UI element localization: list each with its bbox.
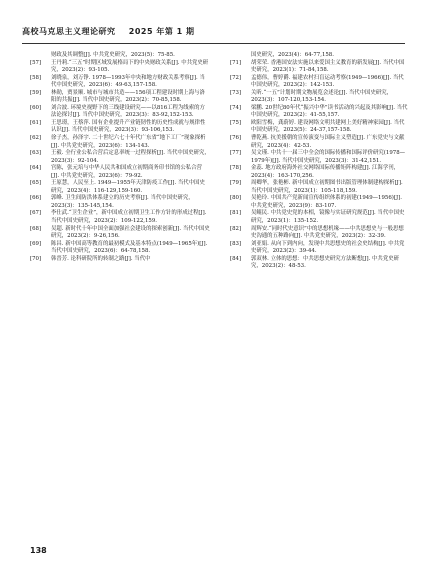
- header-rule: [22, 43, 405, 44]
- reference-entry: [230, 195, 408, 210]
- reference-number: [80]: [230, 195, 242, 202]
- reference-number: [65]: [30, 180, 42, 187]
- reference-text: 吴文瑾. 中共十一届三中全会的国际传播和国际评价研究(1978—1979年)[J]. 当代中国史研究，2023(3)：31-42,151.: [251, 150, 406, 164]
- reference-text: 金蕊. 地方政府海外社交网络国际传播矩阵构建[J]. 江海学刊，2023(4)：163-170,256.: [251, 165, 399, 179]
- reference-number: [79]: [230, 180, 242, 187]
- reference-number: [68]: [30, 225, 42, 232]
- reference-number: [83]: [230, 240, 242, 247]
- reference-column-right: [230, 52, 408, 271]
- reference-number: [78]: [230, 165, 242, 172]
- reference-text: 林勋，贾景顺. 城市与城市共造——156项工程建设时期上海与洛阳的共振[J]. 当代中国史研究，2023(2)：70-85,158.: [51, 89, 205, 104]
- reference-entry: [30, 52, 210, 60]
- reference-entry: [30, 226, 210, 241]
- reference-entry: [230, 90, 408, 105]
- reference-text: 孟德伟，曹婷爵. 福建农村扫盲运动考察(1949—1966)[J]. 当代中国史研究，2023(2)：142-153.: [251, 74, 404, 89]
- reference-entry: [30, 241, 210, 256]
- reference-entry: [230, 180, 408, 195]
- reference-entry: [30, 165, 210, 180]
- reference-text: 梁鹏. 20世纪80年代“振兴中华”读书活动的兴起及其影响[J]. 当代中国史研究，2023(2)：41-55,157.: [251, 104, 408, 119]
- reference-text: 刘亚娟. 从向下到内向，发现中共思想史的社会史结构[J]. 中共党史研究，2023(2)：39-44.: [251, 240, 405, 255]
- reference-text: 王原慧，人民至上. 1949—1955年天津防疫工作[J]. 当代中国史研究，2023(4)：116-129,159-160.: [51, 180, 205, 194]
- reference-number: [69]: [30, 240, 42, 247]
- reference-text: 财政及其调整[J]. 中共党史研究，2023(5)：75-85.: [51, 52, 175, 58]
- reference-text: 周辉安.“同时代史意识”中的思想机缘——中共思想史与一般思想史沟通的五种路向[J]. 中共党史研究，2023(2)：32-39.: [251, 225, 404, 240]
- reference-text: 徐子杰，孙泽宇. 二十世纪六七十年代广东省“地下工厂”现象探析[J]. 中共党史研究，2023(6)：134-143.: [51, 135, 206, 149]
- reference-number: [81]: [230, 210, 242, 217]
- reference-entry: [30, 90, 210, 105]
- reference-text: 郭峰. 卫生间防洪体系建立的历史考察[J]. 当代中国史研究，2023(3)：135-145,154.: [51, 195, 194, 209]
- reference-text: 韩晋芳. 论科研院所的转制之路[J]. 当代中: [51, 255, 151, 262]
- reference-entry: [30, 210, 210, 225]
- reference-entry: [30, 120, 210, 135]
- reference-number: [77]: [230, 150, 242, 157]
- reference-entry: [30, 60, 210, 75]
- reference-number: [70]: [30, 255, 42, 262]
- reference-number: [71]: [230, 59, 242, 66]
- reference-number: [74]: [230, 104, 242, 111]
- reference-text: 刘合波. 环境史视野下的三线建设研究——以816工程为线索的方法论探讨[J]. 当代中国史研究，2023(3)：83-92,152-153.: [51, 104, 205, 119]
- reference-entry: [230, 150, 408, 165]
- issue-label: 2025 年第 1 期: [128, 27, 195, 36]
- reference-number: [64]: [30, 165, 42, 172]
- reference-entry: [30, 180, 210, 195]
- reference-number: [59]: [30, 89, 42, 96]
- reference-text: 王丹莉.“三五”时期区域发展格局下的中央财政关系[J]. 中共党史研究，2023(2)：93-105.: [51, 59, 209, 74]
- reference-entry: [30, 195, 210, 210]
- reference-text: 陈昌. 新中国高等教育的最初模式及基本特点(1949—1965年)[J]. 当代中国史研究，2023(6)：64-78,158.: [51, 240, 208, 255]
- reference-text: 周卿华，张艳彬. 新中国成立初期图书出版管理体制建构探析[J]. 当代中国史研究，2023(1)：105-118,159.: [251, 180, 403, 194]
- reference-column-left: [30, 52, 210, 263]
- reference-number: [60]: [30, 104, 42, 111]
- reference-text: 曹乾燕. 抗美援朝的宣传演变与国际主义塑造[J]. 广东党史与文献研究，2023(4)：42-53.: [251, 135, 405, 149]
- reference-text: 吴超. 新时代十年中国全面加强社会建设的探索创新[J]. 当代中国史研究，2023(2)：9-26,156.: [51, 225, 210, 240]
- reference-number: [62]: [30, 135, 42, 142]
- reference-entry: [230, 210, 408, 225]
- reference-entry: [230, 105, 408, 120]
- reference-number: [72]: [230, 74, 242, 81]
- reference-entry: [230, 241, 408, 256]
- reference-text: 欧阳雪梅，龚蔚婷. 建设网络文明共建网上美好精神家园[J]. 当代中国史研究，2023(5)：24-37,157-158.: [251, 119, 405, 134]
- reference-number: [73]: [230, 89, 242, 96]
- reference-entry: [230, 120, 408, 135]
- reference-text: 吴鲲民. 中共党史党的本相，镜像与实证研究规范[J]. 当代中国史研究，2023(1)：135-152.: [251, 210, 405, 225]
- reference-entry: [30, 256, 210, 264]
- reference-number: [58]: [30, 74, 42, 81]
- reference-entry: [230, 75, 408, 90]
- reference-text: 刘晓泉，刘万铮. 1978—1993年中央和地方财政关系考察[J]. 当代中国史研究，2023(6)：49-63,157-158.: [51, 74, 205, 89]
- reference-text: 吴艳玲. 中国共产党新闻宣传组织体系的初建(1949—1956)[J]. 中共党史研究，2023(9)：83-107.: [251, 195, 402, 209]
- reference-entry: [230, 60, 408, 75]
- reference-text: 胡荣荣. 香港国安法实施以来爱国主义教育的新发展[J]. 当代中国史研究，2023(1)：71-84,158.: [251, 59, 405, 74]
- reference-text: 关昕.“一五”计划时期文物展览会述论[J]. 当代中国史研究，2023(3)：107-120,153-154.: [251, 89, 393, 104]
- reference-number: [61]: [30, 119, 42, 126]
- reference-number: [63]: [30, 150, 42, 157]
- reference-number: [76]: [230, 135, 242, 142]
- page-number: 138: [30, 546, 47, 555]
- reference-entry: [230, 135, 408, 150]
- reference-entry: [30, 105, 210, 120]
- reference-entry: [230, 165, 408, 180]
- reference-text: 王思璟，王蔡萍. 国有企业提升产业链韧性的历史性成就与规律性认识[J]. 当代中国史研究，2023(3)：93-106,153.: [51, 119, 206, 134]
- journal-title: 高校马克思主义理论研究: [22, 27, 116, 36]
- reference-entry: [230, 256, 408, 271]
- reference-text: 宫陈，张元培与中华人民共和国成立初期商务印书馆的公私合营[J]. 中共党史研究，2023(6)：79-92.: [51, 165, 202, 179]
- reference-number: [67]: [30, 210, 42, 217]
- reference-number: [84]: [230, 255, 242, 262]
- reference-entry: [230, 226, 408, 241]
- reference-number: [57]: [30, 59, 42, 66]
- reference-entry: [30, 150, 210, 165]
- reference-entry: [30, 135, 210, 150]
- reference-number: [75]: [230, 119, 242, 126]
- reference-text: 郭双林. 立体的思想：中共思想史研究方法断想[J]. 中共党史研究，2023(2)：48-53.: [251, 255, 399, 270]
- running-header: [22, 26, 405, 40]
- reference-entry: [230, 52, 408, 60]
- reference-text: 王毅. 全行业公私合营后定息率统一过程探析[J]. 当代中国史研究，2023(3)：92-104.: [51, 150, 210, 164]
- reference-number: [66]: [30, 195, 42, 202]
- reference-text: 国史研究，2023(4)：64-77,158.: [251, 52, 334, 58]
- reference-text: 李仕武.“卫生企业”，新中国成立初期卫生工作方针的形成过程[J]. 当代中国史研究，2023(2)：109-122,159.: [51, 210, 207, 225]
- reference-number: [82]: [230, 225, 242, 232]
- reference-entry: [30, 75, 210, 90]
